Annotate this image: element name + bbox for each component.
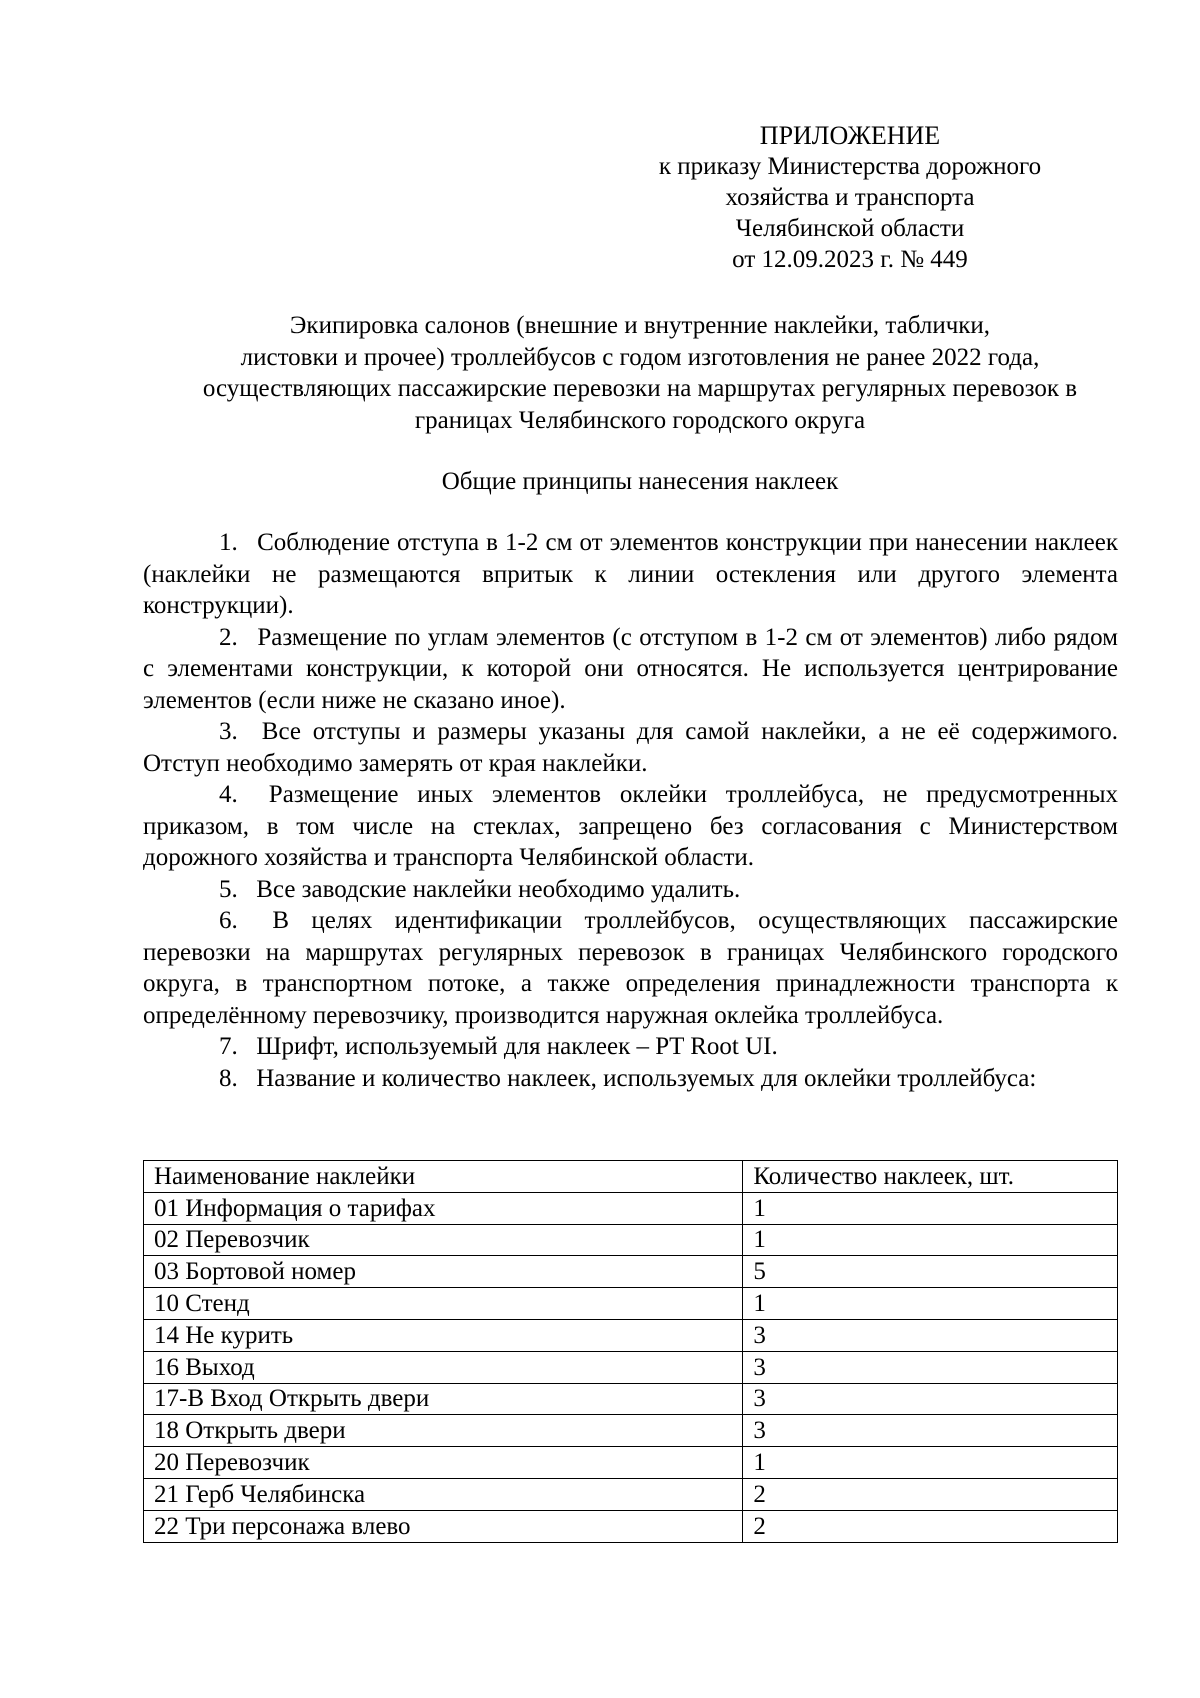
table-row: [144, 1224, 1118, 1256]
sticker-name-cell: 01 Информация о тарифах: [144, 1192, 743, 1224]
sticker-name-cell: 18 Открыть двери: [144, 1415, 743, 1447]
table-row: [144, 1383, 1118, 1415]
table-row: [144, 1351, 1118, 1383]
sticker-quantity-cell: 3: [743, 1351, 1118, 1383]
column-header-quantity: Количество наклеек, шт.: [743, 1161, 1118, 1193]
sticker-name-cell: 21 Герб Челябинска: [144, 1478, 743, 1510]
table-row: [144, 1415, 1118, 1447]
rules-list: [143, 527, 1118, 1094]
rule-text: Шрифт, используемый для наклеек – PT Root UI.: [256, 1033, 778, 1060]
sticker-name-cell: 02 Перевозчик: [144, 1224, 743, 1256]
sticker-quantity-cell: 3: [743, 1383, 1118, 1415]
sticker-quantity-cell: 2: [743, 1478, 1118, 1510]
appendix-block: [640, 120, 1060, 275]
rule-number: 1.: [219, 529, 238, 556]
rule-item: [143, 1063, 1118, 1095]
stickers-table: [143, 1160, 1118, 1543]
sticker-name-cell: 16 Выход: [144, 1351, 743, 1383]
sticker-quantity-cell: 2: [743, 1510, 1118, 1542]
rule-text: Все отступы и размеры указаны для самой наклейки, а не её содержимого. Отступ необходимо замерять от края наклейки.: [143, 718, 1118, 777]
rule-number: 7.: [219, 1033, 238, 1060]
table-row: [144, 1447, 1118, 1479]
sticker-name-cell: 22 Три персонажа влево: [144, 1510, 743, 1542]
rule-text: Название и количество наклеек, используемых для оклейки троллейбуса:: [256, 1064, 1037, 1092]
title-line: осуществляющих пассажирские перевозки на маршрутах регулярных перевозок в: [202, 375, 1078, 402]
appendix-line: Челябинской области: [735, 215, 965, 242]
sticker-name-cell: 14 Не курить: [144, 1319, 743, 1351]
rule-number: 3.: [219, 718, 238, 745]
rule-item: [143, 874, 1118, 906]
table-row: [144, 1256, 1118, 1288]
rule-number: 5.: [219, 875, 238, 903]
sticker-quantity-cell: 3: [743, 1319, 1118, 1351]
rule-text: Размещение по углам элементов (с отступом в 1-2 см от элементов) либо рядом с элементами конструкции, к которой они относятся. Не используется центрирование элементов (если ниже не сказано иное).: [143, 623, 1119, 714]
rule-number: 6.: [219, 907, 238, 934]
table-row: [144, 1510, 1118, 1542]
table-row: [144, 1478, 1118, 1510]
title-line: границах Челябинского городского округа: [414, 406, 866, 434]
sticker-name-cell: 17-В Вход Открыть двери: [144, 1383, 743, 1415]
rule-item: [143, 1031, 1118, 1063]
appendix-heading: ПРИЛОЖЕНИЕ: [759, 121, 941, 150]
sticker-quantity-cell: 1: [743, 1447, 1118, 1479]
sticker-quantity-cell: 5: [743, 1256, 1118, 1288]
sticker-name-cell: 03 Бортовой номер: [144, 1256, 743, 1288]
rule-item: [143, 905, 1118, 1031]
document-title: [140, 310, 1140, 436]
appendix-line: хозяйства и транспорта: [725, 184, 975, 211]
section-heading: Общие принципы нанесения наклеек: [441, 468, 839, 495]
table-header-row: [144, 1161, 1118, 1193]
rule-item: [143, 527, 1118, 622]
rule-item: [143, 779, 1118, 874]
table-row: [144, 1319, 1118, 1351]
appendix-line: к приказу Министерства дорожного: [658, 153, 1042, 180]
rule-item: [143, 716, 1118, 779]
sticker-name-cell: 10 Стенд: [144, 1288, 743, 1320]
sticker-quantity-cell: 1: [743, 1192, 1118, 1224]
appendix-date-number: от 12.09.2023 г. № 449: [732, 246, 968, 273]
sticker-quantity-cell: 3: [743, 1415, 1118, 1447]
rule-number: 8.: [219, 1064, 238, 1092]
title-line: Экипировка салонов (внешние и внутренние наклейки, таблички,: [289, 312, 991, 339]
column-header-name: Наименование наклейки: [144, 1161, 743, 1193]
sticker-quantity-cell: 1: [743, 1224, 1118, 1256]
table-row: [144, 1288, 1118, 1320]
sticker-quantity-cell: 1: [743, 1288, 1118, 1320]
rule-text: Все заводские наклейки необходимо удалить.: [256, 875, 741, 903]
rule-number: 4.: [219, 781, 238, 808]
rule-number: 2.: [219, 623, 238, 651]
table-row: [144, 1192, 1118, 1224]
rule-text: Соблюдение отступа в 1-2 см от элементов конструкции при нанесении наклеек (наклейки не размещаются впритык к линии остекления или другого элемента конструкции).: [143, 529, 1119, 619]
title-line: листовки и прочее) троллейбусов с годом изготовления не ранее 2022 года,: [240, 343, 1040, 371]
rule-item: [143, 622, 1118, 717]
rule-text: В целях идентификации троллейбусов, осуществляющих пассажирские перевозки на маршрутах регулярных перевозок в границах Челябинского городского округа, в транспортном потоке, а также определения принадлежности транспорта к определённому перевозчику, производится наружная оклейка троллейбуса.: [143, 907, 1119, 1029]
rule-text: Размещение иных элементов оклейки троллейбуса, не предусмотренных приказом, в том числе на стеклах, запрещено без согласования с Министерством дорожного хозяйства и транспорта Челябинской области.: [143, 781, 1119, 871]
sticker-name-cell: 20 Перевозчик: [144, 1447, 743, 1479]
